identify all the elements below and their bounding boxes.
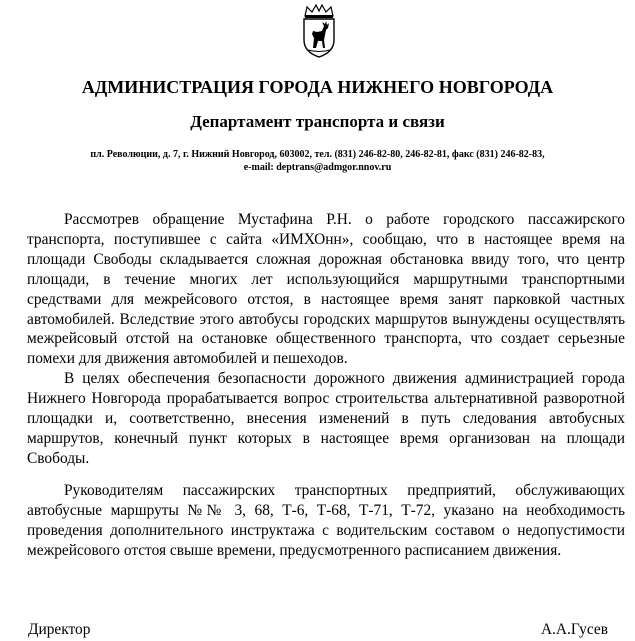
email-line: e-mail: deptrans@admgor.nnov.ru xyxy=(243,162,392,173)
coat-of-arms-emblem-icon xyxy=(297,4,341,58)
paragraph-3: Руководителям пассажирских транспортных предприятий, обслуживающих автобусные маршруты №№ 3, 68, Т-6, Т-68, Т-71, Т-72, указано на необходимость проведения дополнительного инструктажа с водительским составом о недопустимости межрейсового отстоя свыше времени, предусмотренного расписанием движения. xyxy=(27,481,625,559)
address-line: пл. Революции, д. 7, г. Нижний Новгород, 603002, тел. (831) 246-82-80, 246-82-81, факс (831) 246-82-83, xyxy=(90,149,545,160)
department-title: Департамент транспорта и связи xyxy=(190,112,445,131)
letter-body xyxy=(27,210,625,560)
paragraph-1: Рассмотрев обращение Мустафина Р.Н. о работе городского пассажирского транспорта, поступившее с сайта «ИМХОнн», сообщаю, что в настоящее время на площади Свободы складывается сложная дорожная обстановка ввиду того, что центр площади, в течение многих лет использующийся маршрутными транспортными средствами для межрейсового отстоя, в настоящее время занят парковкой частных автомобилей. Вследствие этого автобусы городских маршрутов вынуждены осуществлять межрейсовый отстой на остановке общественного транспорта, что создает серьезные помехи для движения автомобилей и пешеходов. xyxy=(27,211,625,368)
paragraph-2: В целях обеспечения безопасности дорожного движения администрацией города Нижнего Новгорода прорабатывается вопрос строительства альтернативной разворотной площадки и, соответственно, внесения изменений в путь следования автобусных маршрутов, конечный пункт которых в настоящее время организован на площади Свободы. xyxy=(27,370,625,467)
organization-title: АДМИНИСТРАЦИЯ ГОРОДА НИЖНЕГО НОВГОРОДА xyxy=(81,77,554,97)
signatory-role: Директор xyxy=(28,621,91,638)
signatory-name: А.А.Гусев xyxy=(540,621,608,638)
